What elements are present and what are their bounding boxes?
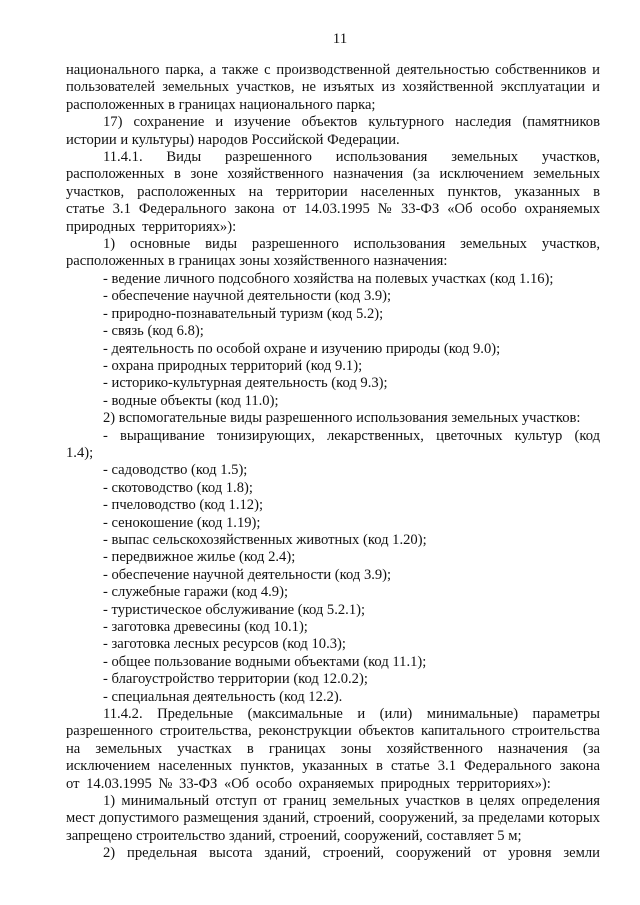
list-item: - садоводство (код 1.5); <box>103 462 248 479</box>
list-item: - обеспечение научной деятельности (код 3.9); <box>103 566 392 583</box>
list-item: - передвижное жилье (код 2.4); <box>103 549 296 566</box>
list-item: - связь (код 6.8); <box>103 323 204 340</box>
section-11-4-1: 11.4.1. Виды разрешенного использования земельных участков, расположенных в зоне хозяйственного назначения (за исключением земельных участков, расположенных на территории населенных пунктов, указанных в статье 3.1 Федерального закона от 14.03.1995 № 33-ФЗ «Об особо охраняемых природных территориях»): <box>66 149 600 235</box>
list-item: - общее пользование водными объектами (код 11.1); <box>103 653 427 670</box>
list-item: - скотоводство (код 1.8); <box>103 479 253 496</box>
list-item: - охрана природных территорий (код 9.1); <box>103 357 363 374</box>
list-item: - заготовка древесины (код 10.1); <box>103 619 308 635</box>
list-item: - природно-познавательный туризм (код 5.2); <box>103 305 384 322</box>
document-body <box>66 62 600 863</box>
item-17-paragraph: 17) сохранение и изучение объектов культурного наследия (памятников истории и культуры) народов Российской Федерации. <box>66 114 600 148</box>
main-uses-heading: 1) основные виды разрешенного использования земельных участков, расположенных в границах зоны хозяйственного назначения: <box>66 236 600 270</box>
list-item: - специальная деятельность (код 12.2). <box>103 688 343 705</box>
param-2-paragraph: 2) предельная высота зданий, строений, сооружений от уровня земли <box>103 845 600 862</box>
list-item: - туристическое обслуживание (код 5.2.1); <box>103 601 366 618</box>
list-item: - сенокошение (код 1.19); <box>103 514 261 531</box>
list-item: - служебные гаражи (код 4.9); <box>103 584 289 601</box>
param-1-paragraph: 1) минимальный отступ от границ земельных участков в целях определения мест допустимого размещения зданий, строений, сооружений, за пределами которых запрещено строительство зданий, строений, сооружений, составляет 5 м; <box>66 793 600 844</box>
list-item: - обеспечение научной деятельности (код 3.9); <box>103 288 392 305</box>
intro-paragraph: национального парка, а также с производственной деятельностью собственников и пользователей земельных участков, не изъятых из хозяйственной эксплуатации и расположенных в границах национального парка; <box>66 62 600 113</box>
list-item: - водные объекты (код 11.0); <box>103 392 279 409</box>
list-item: - заготовка лесных ресурсов (код 10.3); <box>103 636 346 653</box>
list-item: - ведение личного подсобного хозяйства на полевых участках (код 1.16); <box>103 270 554 287</box>
main-uses-list <box>66 271 600 410</box>
aux-first-item-continuation: 1.4); <box>66 444 94 461</box>
list-item: - пчеловодство (код 1.12); <box>103 497 264 514</box>
list-item: - историко-культурная деятельность (код 9.3); <box>103 375 388 392</box>
section-11-4-2: 11.4.2. Предельные (максимальные и (или) минимальные) параметры разрешенного строительства, реконструкции объектов капитального строительства на земельных участках в границах зоны хозяйственного назначения (за исключением населенных пунктов, указанных в статье 3.1 Федерального закона от 14.03.1995 № 33-ФЗ «Об особо охраняемых природных территориях»): <box>66 706 600 792</box>
list-item: - благоустройство территории (код 12.0.2); <box>103 671 368 688</box>
list-item: - выпас сельскохозяйственных животных (код 1.20); <box>103 531 427 548</box>
page-number: 11 <box>332 31 348 47</box>
aux-uses-list <box>66 462 600 706</box>
list-item: - деятельность по особой охране и изучению природы (код 9.0); <box>103 340 501 357</box>
aux-uses-heading: 2) вспомогательные виды разрешенного использования земельных участков: <box>103 410 581 427</box>
aux-first-item: - выращивание тонизирующих, лекарственных, цветочных культур (код <box>103 427 600 444</box>
